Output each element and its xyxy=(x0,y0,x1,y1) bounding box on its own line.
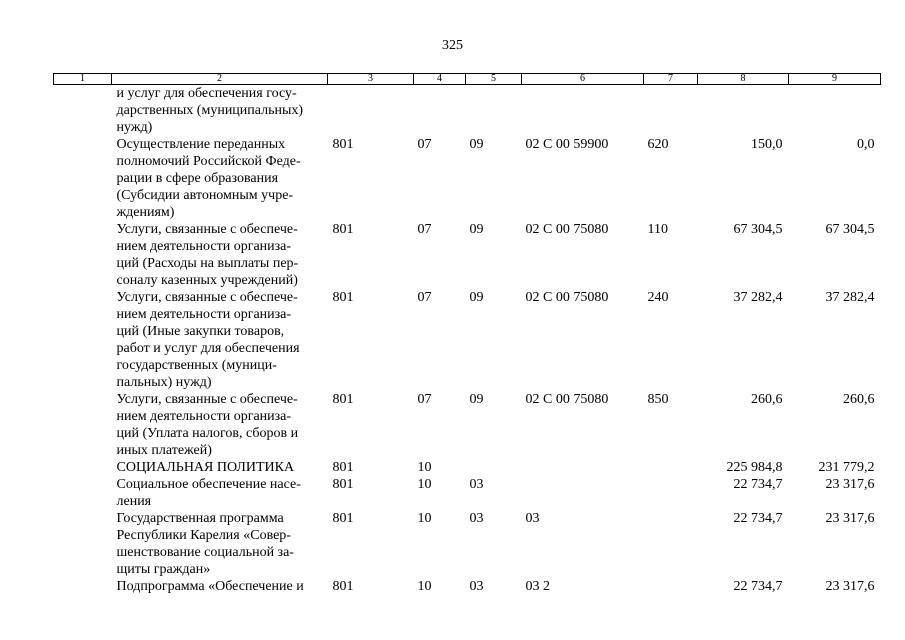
table-row xyxy=(54,136,881,221)
row-description: Услуги, связанные с обеспече- нием деятельности организа- ций (Уплата налогов, сборов и иных платежей) xyxy=(116,392,299,458)
row-target-code xyxy=(522,476,644,510)
row-subsection-code: 09 xyxy=(469,137,484,152)
row-section-code: 10 xyxy=(417,511,432,526)
row-target-code: 02 С 00 75080 xyxy=(525,392,609,407)
row-number-cell xyxy=(54,391,112,459)
row-target-code: 03 xyxy=(525,511,540,526)
row-ministry-code: 801 xyxy=(332,460,354,475)
row-subsection-code: 09 xyxy=(469,222,484,237)
row-description: Услуги, связанные с обеспече- нием деятельности организа- ций (Иные закупки товаров, работ и услуг для обеспечения государственных (муници- пальных) нужд) xyxy=(116,290,300,390)
column-header: 9 xyxy=(789,74,881,85)
table-row xyxy=(54,221,881,289)
row-amount-col8: 225 984,8 xyxy=(726,460,783,475)
row-section-code: 07 xyxy=(417,290,432,305)
row-subsection-code: 09 xyxy=(469,392,484,407)
row-amount-col8: 37 282,4 xyxy=(733,290,783,305)
row-section-code: 07 xyxy=(417,222,432,237)
table-row xyxy=(54,289,881,391)
row-subsection-code: 03 xyxy=(469,477,484,492)
row-description: Социальное обеспечение насе- ления xyxy=(116,477,301,509)
row-section-code: 07 xyxy=(417,137,432,152)
column-header: 6 xyxy=(522,74,644,85)
row-amount-col8: 22 734,7 xyxy=(733,511,783,526)
column-header: 8 xyxy=(698,74,789,85)
row-description: Подпрограмма «Обеспечение и xyxy=(116,579,304,594)
row-expense-type: 240 xyxy=(647,290,669,305)
row-amount-col8: 260,6 xyxy=(751,392,783,407)
table-body xyxy=(54,85,881,596)
row-amount-col9: 0,0 xyxy=(857,137,875,152)
row-section-code: 07 xyxy=(417,392,432,407)
row-amount-col8: 67 304,5 xyxy=(733,222,783,237)
row-amount-col9: 231 779,2 xyxy=(818,460,875,475)
column-header: 5 xyxy=(466,74,522,85)
table-row xyxy=(54,476,881,510)
table-row xyxy=(54,578,881,595)
row-expense-type xyxy=(644,459,698,476)
column-header: 1 xyxy=(54,74,112,85)
row-description: Услуги, связанные с обеспече- нием деятельности организа- ций (Расходы на выплаты пер- соналу казенных учреждений) xyxy=(116,222,299,288)
row-description: СОЦИАЛЬНАЯ ПОЛИТИКА xyxy=(116,460,295,475)
row-amount-col9: 23 317,6 xyxy=(825,511,875,526)
row-amount-col8: 22 734,7 xyxy=(733,477,783,492)
row-subsection-code xyxy=(466,459,522,476)
row-ministry-code: 801 xyxy=(332,392,354,407)
page-number: 325 xyxy=(442,38,463,53)
row-number-cell xyxy=(54,221,112,289)
row-subsection-code: 03 xyxy=(469,579,484,594)
column-header: 7 xyxy=(644,74,698,85)
row-number-cell xyxy=(54,578,112,595)
table-row xyxy=(54,510,881,578)
row-target-code: 02 С 00 59900 xyxy=(525,137,609,152)
row-subsection-code: 09 xyxy=(469,290,484,305)
row-number-cell xyxy=(54,459,112,476)
row-expense-type: 620 xyxy=(647,137,669,152)
row-ministry-code: 801 xyxy=(332,511,354,526)
budget-table xyxy=(53,73,881,595)
row-section-code xyxy=(414,85,466,137)
row-amount-col8: 150,0 xyxy=(751,137,783,152)
row-expense-type: 110 xyxy=(647,222,668,237)
row-description: и услуг для обеспечения госу- дарственных (муниципальных) нужд) xyxy=(116,86,304,135)
row-description: Государственная программа Республики Карелия «Совер- шенствование социальной за- щиты граждан» xyxy=(116,511,294,577)
row-number-cell xyxy=(54,85,112,137)
row-section-code: 10 xyxy=(417,460,432,475)
row-expense-type xyxy=(644,510,698,578)
row-subsection-code xyxy=(466,85,522,137)
row-number-cell xyxy=(54,289,112,391)
row-ministry-code xyxy=(328,85,414,137)
row-expense-type xyxy=(644,578,698,595)
row-amount-col9 xyxy=(789,85,881,137)
row-number-cell xyxy=(54,136,112,221)
row-ministry-code: 801 xyxy=(332,222,354,237)
row-amount-col9: 67 304,5 xyxy=(825,222,875,237)
row-target-code xyxy=(522,85,644,137)
row-target-code: 02 С 00 75080 xyxy=(525,222,609,237)
column-header: 2 xyxy=(112,74,328,85)
table-header-row xyxy=(54,74,881,85)
row-ministry-code: 801 xyxy=(332,137,354,152)
row-expense-type xyxy=(644,85,698,137)
row-target-code: 02 С 00 75080 xyxy=(525,290,609,305)
row-amount-col9: 23 317,6 xyxy=(825,477,875,492)
column-header: 4 xyxy=(414,74,466,85)
row-ministry-code: 801 xyxy=(332,579,354,594)
row-number-cell xyxy=(54,510,112,578)
row-ministry-code: 801 xyxy=(332,290,354,305)
row-description: Осуществление переданных полномочий Российской Феде- рации в сфере образования (Субсидии автономным учре- ждениям) xyxy=(116,137,301,220)
row-section-code: 10 xyxy=(417,477,432,492)
row-section-code: 10 xyxy=(417,579,432,594)
row-expense-type: 850 xyxy=(647,392,669,407)
row-amount-col8: 22 734,7 xyxy=(733,579,783,594)
row-target-code xyxy=(522,459,644,476)
row-amount-col9: 23 317,6 xyxy=(825,579,875,594)
table-row xyxy=(54,459,881,476)
table-row xyxy=(54,85,881,137)
row-ministry-code: 801 xyxy=(332,477,354,492)
row-number-cell xyxy=(54,476,112,510)
row-amount-col9: 260,6 xyxy=(843,392,875,407)
row-amount-col8 xyxy=(698,85,789,137)
row-expense-type xyxy=(644,476,698,510)
column-header: 3 xyxy=(328,74,414,85)
row-amount-col9: 37 282,4 xyxy=(825,290,875,305)
row-subsection-code: 03 xyxy=(469,511,484,526)
table-row xyxy=(54,391,881,459)
row-target-code: 03 2 xyxy=(525,579,550,594)
